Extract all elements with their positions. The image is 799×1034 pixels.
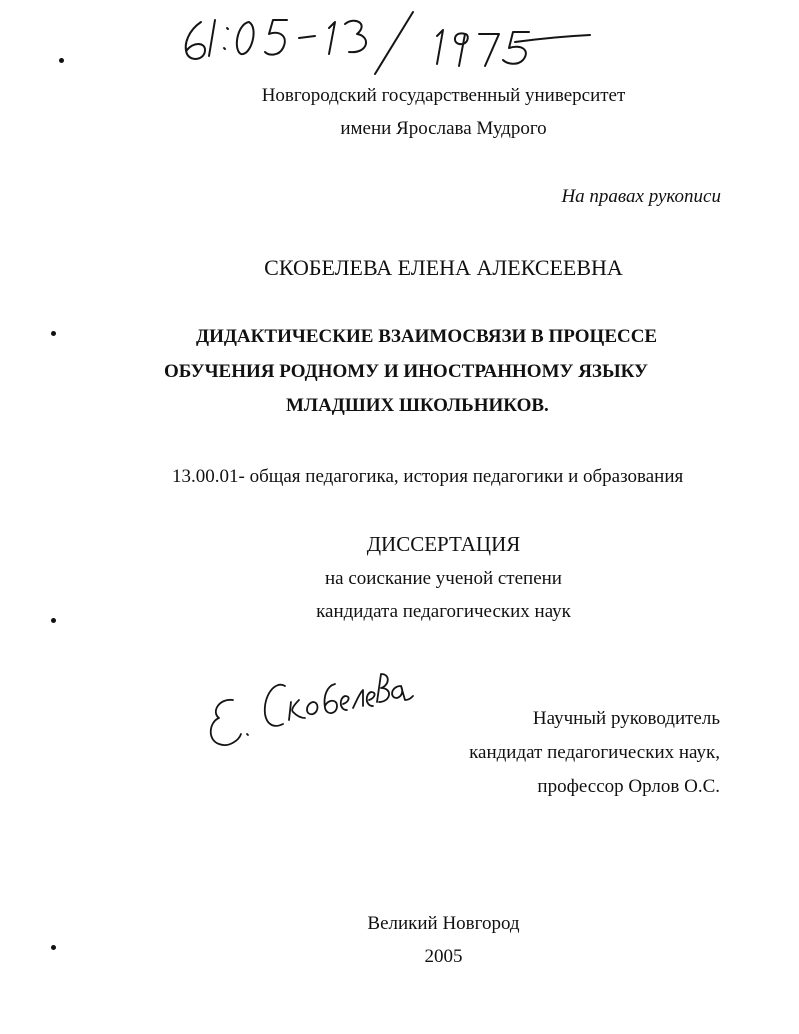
degree-line1: на соискание ученой степени: [325, 568, 562, 589]
manuscript-note: На правах рукописи: [561, 186, 721, 207]
author-name: СКОБЕЛЕВА ЕЛЕНА АЛЕКСЕЕВНА: [264, 255, 623, 280]
supervisor-degree: кандидат педагогических наук,: [469, 742, 720, 763]
margin-dot: [59, 58, 64, 63]
university-named-after: имени Ярослава Мудрого: [340, 118, 547, 139]
dissertation-label: ДИССЕРТАЦИЯ: [366, 532, 521, 556]
handwritten-signature: [205, 660, 415, 750]
degree-line2: кандидата педагогических наук: [316, 601, 571, 622]
supervisor-name: профессор Орлов О.С.: [537, 776, 720, 797]
year: 2005: [424, 946, 463, 967]
thesis-title-line2: ОБУЧЕНИЯ РОДНОМУ И ИНОСТРАННОМУ ЯЗЫКУ: [164, 361, 648, 382]
specialty-code: 13.00.01- общая педагогика, история педагогики и образования: [172, 466, 684, 487]
thesis-title-line1: ДИДАКТИЧЕСКИЕ ВЗАИМОСВЯЗИ В ПРОЦЕССЕ: [196, 326, 658, 347]
university-name: Новгородский государственный университет: [261, 85, 626, 106]
city: Великий Новгород: [367, 913, 520, 934]
handwritten-archive-number: [175, 8, 595, 78]
thesis-title-line3: МЛАДШИХ ШКОЛЬНИКОВ.: [286, 395, 549, 416]
supervisor-label: Научный руководитель: [532, 708, 720, 729]
margin-dot: [51, 331, 56, 336]
